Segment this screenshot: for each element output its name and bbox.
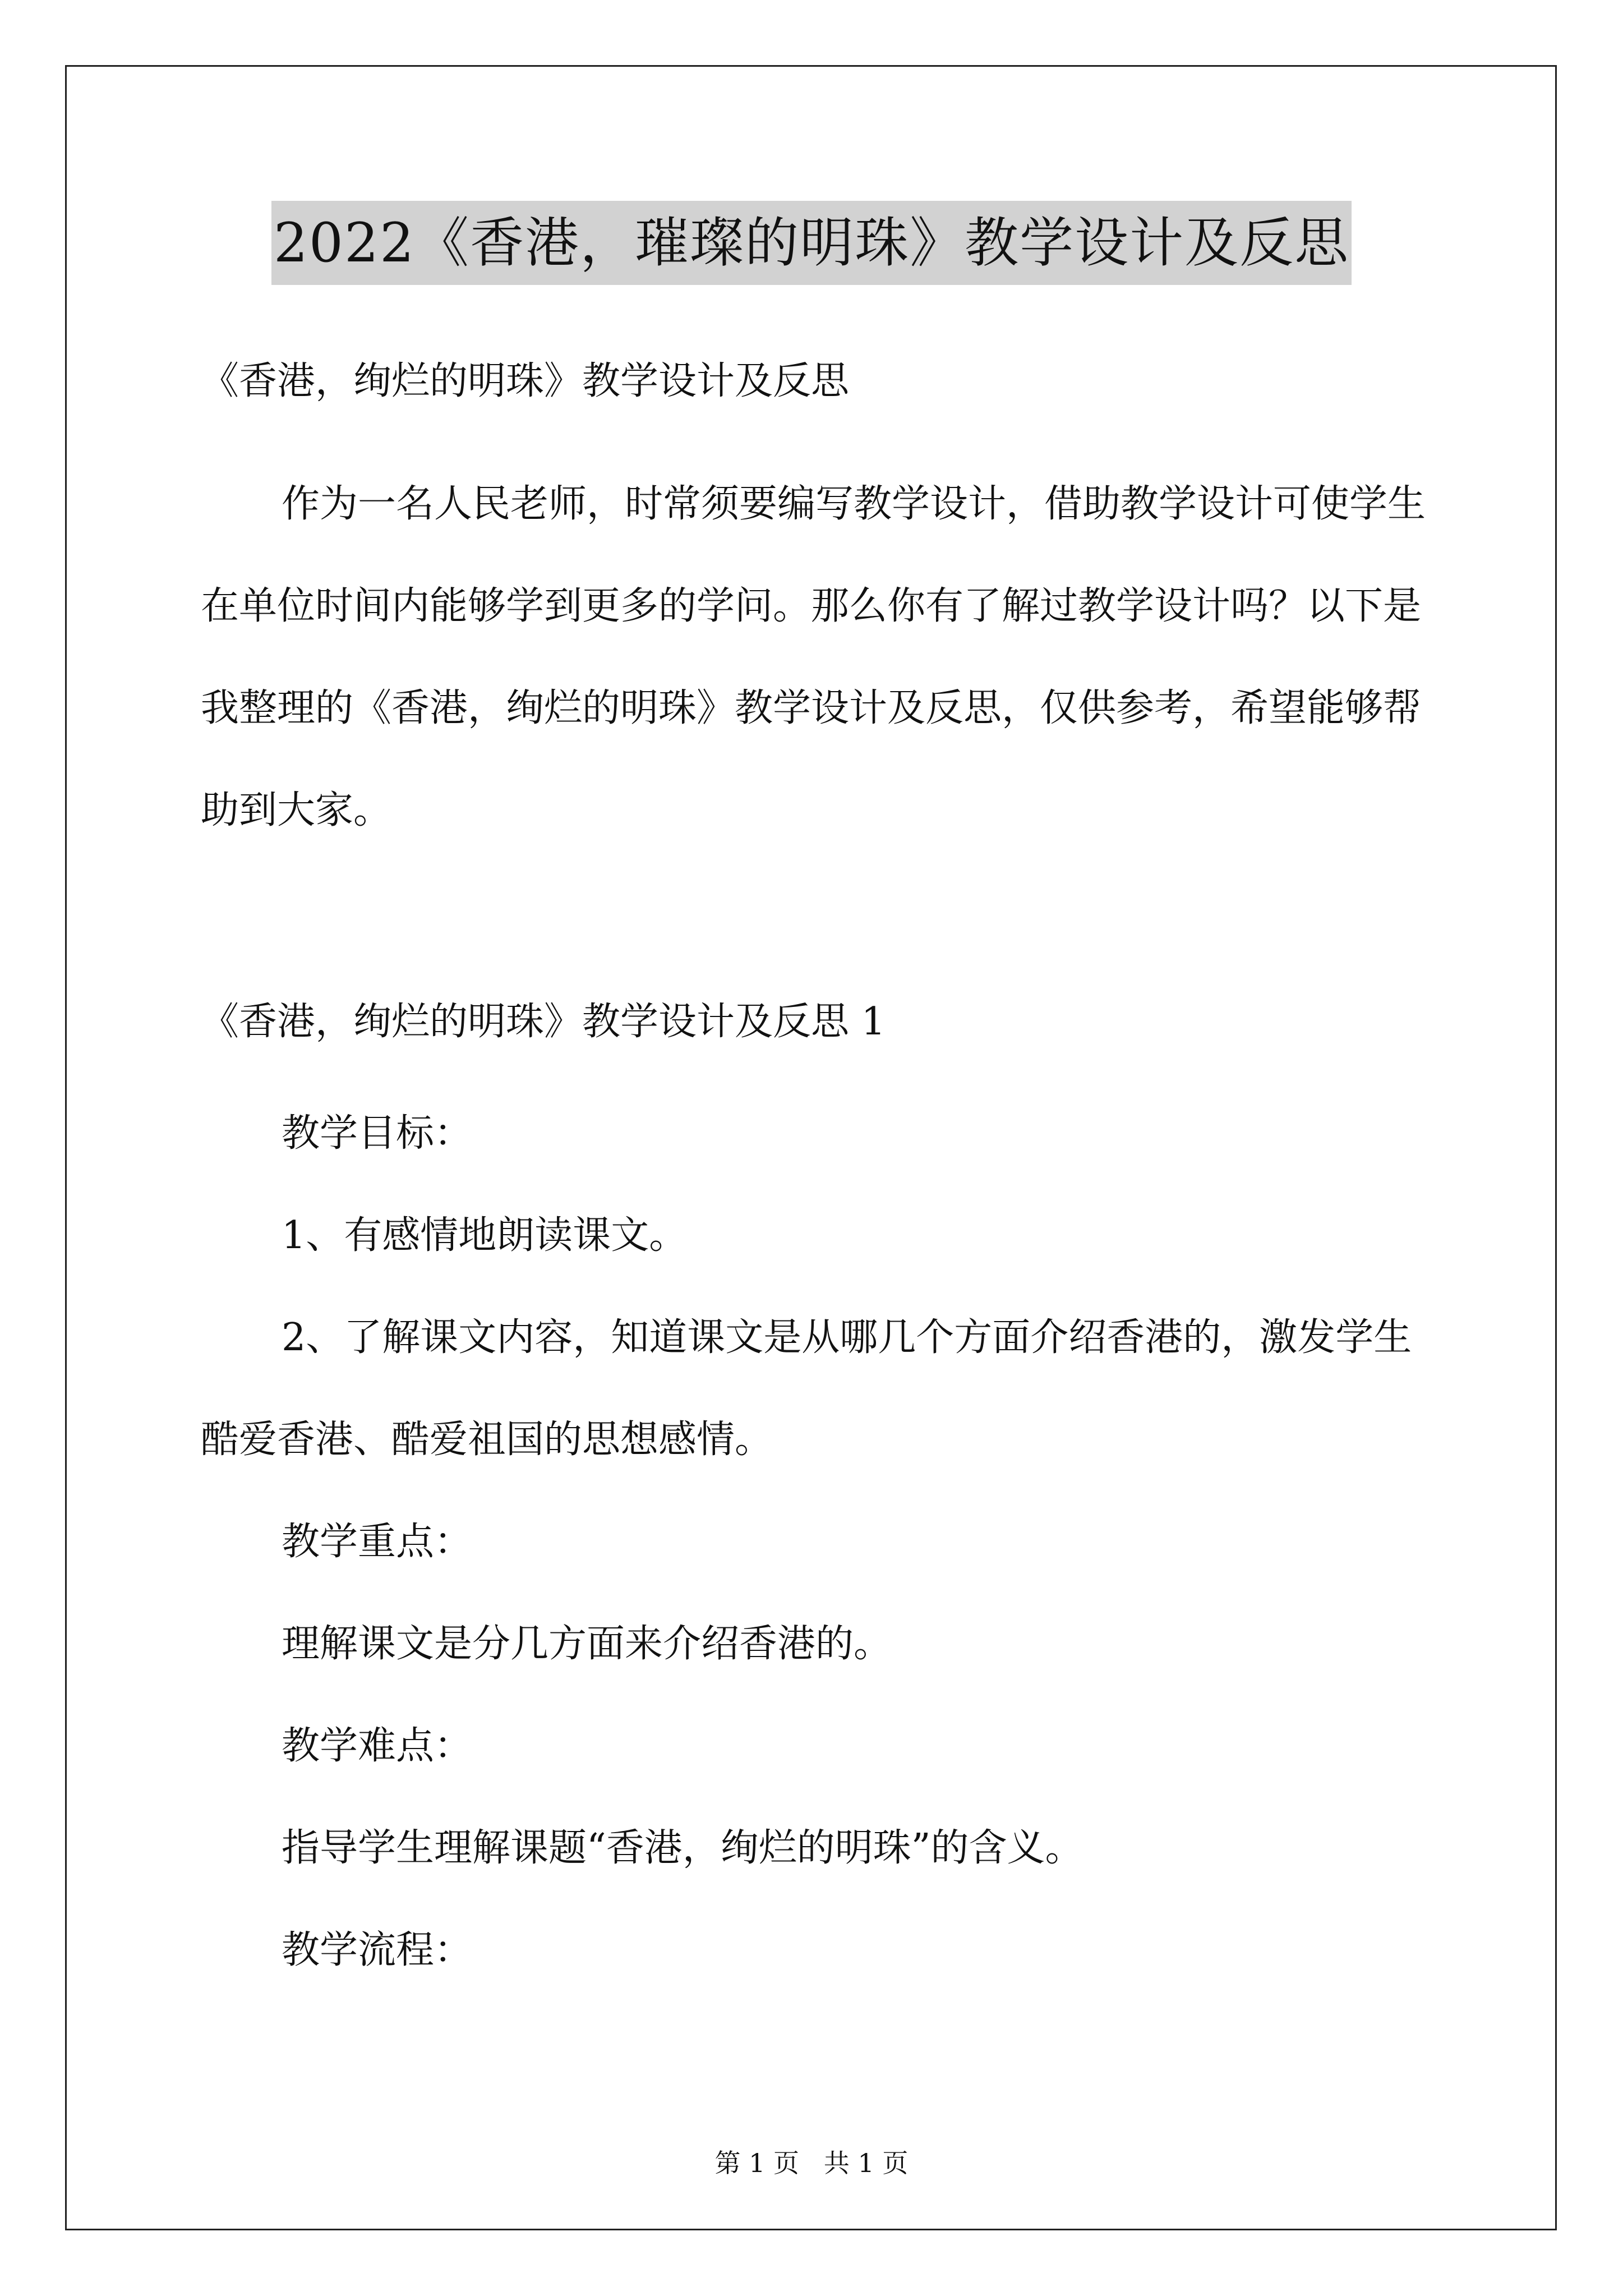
document-subtitle: 《香港，绚烂的明珠》教学设计及反思 xyxy=(201,359,850,403)
section-heading: 《香港，绚烂的明珠》教学设计及反思 1 xyxy=(201,1000,886,1044)
key-points-text: 理解课文是分几方面来介绍香港的。 xyxy=(282,1622,892,1666)
objective-item-2: 2、了解课文内容，知道课文是从哪几个方面介绍香港的，激发学生酷爱香港、酷爱祖国的思想感情。 xyxy=(201,1315,1412,1462)
intro-paragraph: 作为一名人民老师，时常须要编写教学设计，借助教学设计可使学生在单位时间内能够学到更多的学问。那么你有了解过教学设计吗？以下是我整理的《香港，绚烂的明珠》教学设计及反思，仅供参考，希望能够帮助到大家。 xyxy=(201,482,1426,832)
objectives-heading: 教学目标： xyxy=(282,1111,473,1156)
document-title: 2022《香港，璀璨的明珠》教学设计及反思 xyxy=(271,201,1352,285)
key-points-heading: 教学重点： xyxy=(282,1520,473,1564)
process-heading: 教学流程： xyxy=(282,1928,473,1972)
page-footer: 第 1 页 共 1 页 xyxy=(714,2148,909,2178)
difficulties-heading: 教学难点： xyxy=(282,1724,473,1768)
title-container xyxy=(0,201,1623,285)
difficulties-text: 指导学生理解课题“香港，绚烂的明珠”的含义。 xyxy=(282,1826,1083,1870)
objective-item-1: 1、有感情地朗读课文。 xyxy=(282,1213,688,1258)
